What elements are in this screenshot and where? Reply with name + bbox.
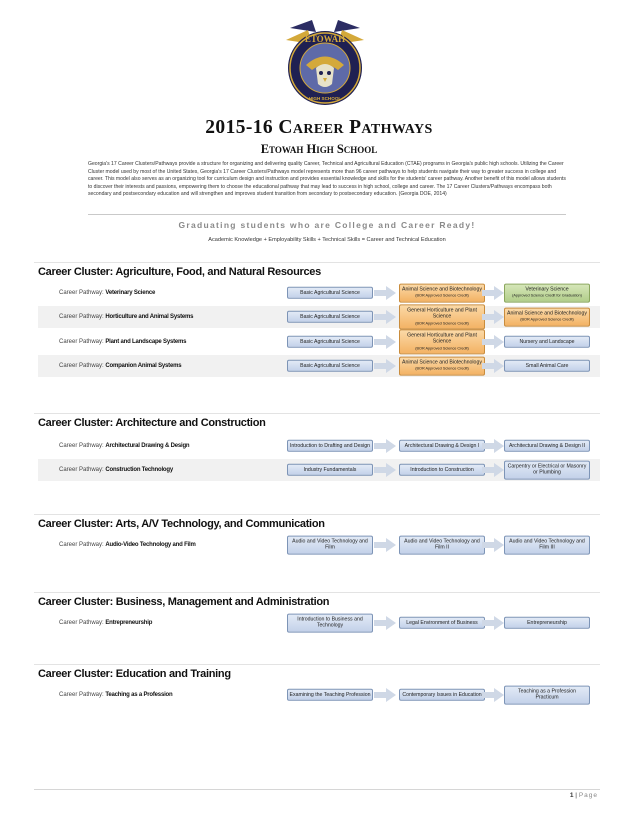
course-label: General Horticulture and Plant Science: [407, 307, 477, 320]
arrow-right-icon: [482, 335, 504, 349]
cluster-title: Career Cluster: Education and Training: [38, 668, 231, 680]
course-label: Audio and Video Technology and Film III: [509, 538, 585, 551]
arrow-right-icon: [482, 688, 504, 702]
arrow-right-icon: [482, 286, 504, 300]
page-number-value: 1: [569, 792, 574, 799]
pathway-name: Audio-Video Technology and Film: [105, 542, 196, 548]
course-label: Introduction to Drafting and Design: [289, 442, 371, 449]
course-label: Architectural Drawing & Design II: [508, 442, 586, 449]
pathway-row: [38, 355, 600, 377]
arrow-right-icon: [374, 688, 396, 702]
pathway-label: [59, 443, 189, 449]
arrow-right-icon: [482, 439, 504, 453]
pathway-prefix: Career Pathway:: [59, 314, 106, 320]
course-label: Animal Science and Biotechnology: [402, 286, 482, 293]
course-note: (BOR Approved Science Credit): [415, 346, 469, 351]
course-box: [399, 440, 485, 452]
course-label: Industry Fundamentals: [303, 466, 357, 473]
arrow-right-icon: [482, 616, 504, 630]
pathway-label: [59, 339, 186, 345]
course-box: [287, 287, 373, 299]
pathway-name: Architectural Drawing & Design: [105, 443, 190, 449]
pathway-prefix: Career Pathway:: [59, 443, 106, 449]
pathway-row: [38, 435, 600, 457]
course-box: [287, 360, 373, 372]
course-label: Animal Science and Biotechnology: [402, 359, 482, 366]
pathway-name: Plant and Landscape Systems: [105, 339, 187, 345]
course-label: General Horticulture and Plant Science: [407, 332, 477, 345]
course-box: [504, 440, 590, 452]
course-box: [504, 536, 590, 555]
cluster-divider: [34, 592, 600, 593]
arrow-right-icon: [374, 439, 396, 453]
school-name: Etowah High School: [260, 142, 378, 156]
pathway-prefix: Career Pathway:: [59, 692, 106, 698]
course-box: [504, 686, 590, 705]
pathway-prefix: Career Pathway:: [59, 290, 106, 296]
course-label: Architectural Drawing & Design I: [404, 442, 480, 449]
course-label: Entrepreneurship: [527, 619, 567, 626]
course-label: Introduction to Construction: [410, 466, 474, 473]
course-box: [287, 464, 373, 476]
course-label: Audio and Video Technology and Film: [292, 538, 368, 551]
course-note: (Approved Science Credit for Graduation): [512, 294, 582, 298]
course-label: Carpentry or Electrical or Masonry or Plumbing: [507, 463, 587, 476]
course-box: [287, 311, 373, 323]
pathway-label: [59, 620, 152, 626]
arrow-right-icon: [374, 286, 396, 300]
pathway-row: [38, 331, 600, 353]
course-box: [399, 329, 485, 354]
course-box: [504, 308, 590, 327]
pathway-name: Teaching as a Profession: [105, 692, 173, 698]
arrow-right-icon: [374, 359, 396, 373]
page-label: Page: [578, 792, 598, 799]
course-box: [504, 461, 590, 480]
course-box: [399, 536, 485, 555]
intro-paragraph: Georgia's 17 Career Clusters/Pathways provide a structure for organizing and delivering quality Career, Technical and Agricultural Education (CTAE) programs in Georgia's public high schools. Utilizing the Career Cluster model used by most of the United States, Georgia's 17 Career Clusters/Pathways model represents more than 96 career pathways to help students navigate their way to greater success in college and career. This model also serves as an organizing tool for curriculum design and instruction and provides essential knowledge and skills for the students' career pathway. Another benefit of this model allows students to discover their interests and passions, empowering them to choose the educational pathway that may lead to success in high school, college and career. The 17 Career Clusters/Pathways encompass both secondary and postsecondary education and will strengthen and improves student transition from secondary to postsecondary education. (Georgia DOE, 2014): [88, 161, 566, 198]
course-label: Basic Agricultural Science: [300, 338, 360, 345]
arrow-right-icon: [482, 359, 504, 373]
page-number: [570, 792, 598, 799]
arrow-right-icon: [482, 463, 504, 477]
course-box: [504, 617, 590, 629]
course-label: Legal Environment of Business: [406, 619, 478, 626]
school-logo: [286, 10, 364, 114]
pathway-prefix: Career Pathway:: [59, 620, 106, 626]
arrow-right-icon: [374, 616, 396, 630]
course-box: [504, 336, 590, 348]
course-box: [399, 304, 485, 329]
pathway-row: [38, 534, 600, 556]
course-box: [287, 614, 373, 633]
pathway-prefix: Career Pathway:: [59, 467, 106, 473]
page-title: 2015-16 Career Pathways: [205, 117, 433, 138]
pathway-label: [59, 542, 196, 548]
course-label: Basic Agricultural Science: [300, 362, 360, 369]
course-box: [399, 689, 485, 701]
cluster-divider: [34, 262, 600, 263]
cluster-divider: [34, 514, 600, 515]
course-box: [399, 617, 485, 629]
logo-text-top: ETOWAH: [304, 34, 346, 44]
pathway-prefix: Career Pathway:: [59, 363, 106, 369]
pathway-label: [59, 314, 193, 320]
cluster-divider: [34, 664, 600, 665]
course-note: (BOR Approved Science Credit): [520, 318, 574, 322]
footer-rule: [34, 789, 600, 790]
course-label: Basic Agricultural Science: [300, 289, 360, 296]
course-box: [399, 357, 485, 376]
cluster-title: Career Cluster: Arts, A/V Technology, and Communication: [38, 518, 325, 530]
course-box: [287, 536, 373, 555]
pathway-row: [38, 684, 600, 706]
course-box: [504, 360, 590, 372]
course-label: Examining the Teaching Profession: [289, 691, 371, 698]
course-box: [287, 440, 373, 452]
course-note: (BOR Approved Science Credit): [415, 321, 469, 326]
course-label: Small Animal Care: [525, 362, 569, 369]
course-box: [504, 284, 590, 303]
pathway-row: [38, 306, 600, 328]
pathway-label: [59, 467, 173, 473]
course-label: Veterinary Science: [525, 286, 569, 293]
pathway-prefix: Career Pathway:: [59, 542, 106, 548]
graduation-banner: [88, 214, 566, 253]
pathway-row: [38, 459, 600, 481]
cluster-title: Career Cluster: Business, Management and Administration: [38, 596, 330, 608]
course-note: (BOR Approved Science Credit): [415, 367, 469, 371]
course-box: [399, 464, 485, 476]
pathway-row: [38, 612, 600, 634]
pathway-row: [38, 282, 600, 304]
arrow-right-icon: [482, 538, 504, 552]
course-label: Nursery and Landscape: [519, 338, 575, 345]
course-box: [399, 284, 485, 303]
course-box: [287, 689, 373, 701]
pathway-name: Construction Technology: [105, 467, 173, 473]
logo-text-bottom: HIGH SCHOOL: [308, 96, 342, 101]
pathway-label: [59, 692, 172, 698]
arrow-right-icon: [374, 335, 396, 349]
pathway-prefix: Career Pathway:: [59, 339, 106, 345]
course-label: Contemporary Issues in Education: [402, 691, 482, 698]
pathway-name: Horticulture and Animal Systems: [105, 314, 194, 320]
pathway-name: Veterinary Science: [105, 290, 156, 296]
page-separator: |: [573, 792, 579, 799]
arrow-right-icon: [374, 538, 396, 552]
course-label: Audio and Video Technology and Film II: [404, 538, 480, 551]
course-label: Animal Science and Biotechnology: [507, 310, 587, 317]
course-box: [287, 336, 373, 348]
cluster-title: Career Cluster: Architecture and Construction: [38, 417, 266, 429]
pathway-name: Companion Animal Systems: [105, 363, 182, 369]
course-label: Teaching as a Profession Practicum: [518, 688, 576, 701]
course-label: Basic Agricultural Science: [300, 313, 360, 320]
arrow-right-icon: [482, 310, 504, 324]
graduation-formula: Academic Knowledge + Employability Skills + Technical Skills = Career and Technical Education: [208, 237, 446, 243]
pathway-label: [59, 290, 155, 296]
arrow-right-icon: [374, 463, 396, 477]
arrow-right-icon: [374, 310, 396, 324]
pathway-label: [59, 363, 181, 369]
cluster-divider: [34, 413, 600, 414]
cluster-title: Career Cluster: Agriculture, Food, and Natural Resources: [38, 266, 321, 278]
course-label: Introduction to Business and Technology: [297, 616, 363, 629]
course-note: (BOR Approved Science Credit): [415, 294, 469, 298]
pathway-name: Entrepreneurship: [105, 620, 153, 626]
graduation-heading: Graduating students who are College and Career Ready!: [178, 220, 476, 230]
